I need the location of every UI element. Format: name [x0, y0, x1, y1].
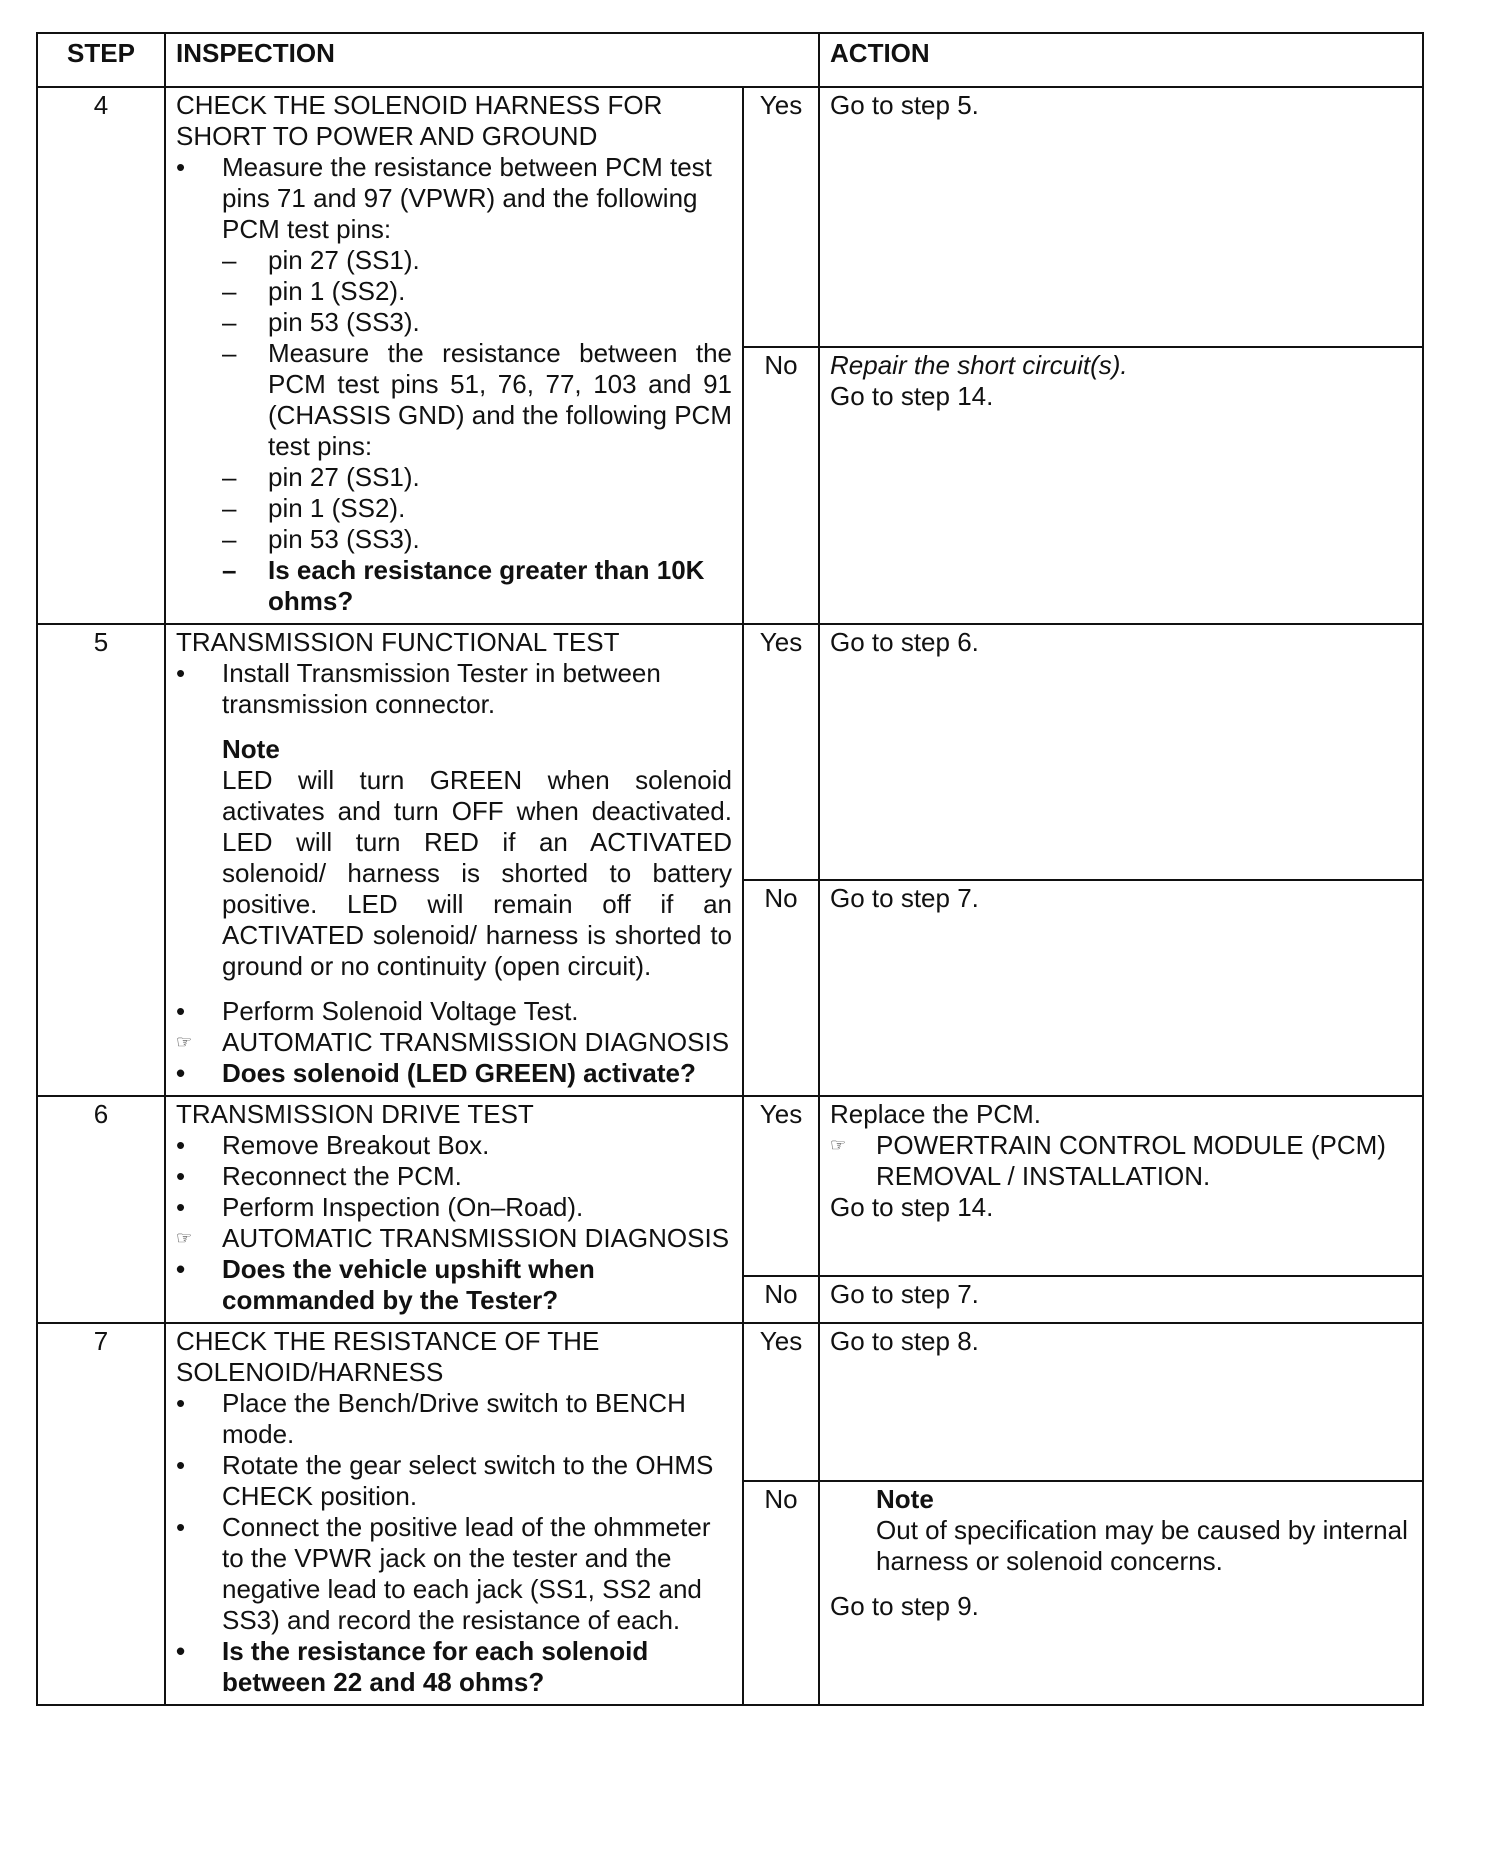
step-6-inspection	[165, 1096, 743, 1323]
dash-text: pin 1 (SS2).	[268, 493, 406, 523]
no-action	[819, 1481, 1423, 1705]
action-text: Go to step 9.	[830, 1591, 979, 1621]
bullet-icon: •	[176, 1161, 186, 1191]
bullet-text: Perform Inspection (On–Road).	[222, 1192, 584, 1222]
no-label: No	[743, 880, 819, 1096]
bullet-item	[176, 1512, 732, 1636]
action-text: Go to step 8.	[830, 1326, 979, 1356]
header-step: STEP	[37, 33, 165, 87]
step-title-line: SOLENOID/HARNESS	[176, 1357, 444, 1387]
no-label: No	[743, 1481, 819, 1705]
bullet-text: Perform Solenoid Voltage Test.	[222, 996, 579, 1026]
reference	[176, 1027, 732, 1058]
bullet-icon: •	[176, 658, 186, 688]
step-4-yes-row	[37, 87, 1423, 347]
bullet-item	[176, 1161, 732, 1192]
bullet-text: Remove Breakout Box.	[222, 1130, 490, 1160]
no-action	[819, 1276, 1423, 1323]
reference	[830, 1130, 1412, 1192]
step-number: 7	[37, 1323, 165, 1705]
dash-text: Measure the resistance between the PCM test pins 51, 76, 77, 103 and 91 (CHASSIS GND) and the following PCM test pins:	[268, 338, 732, 461]
step-number: 5	[37, 624, 165, 1096]
bullet-item	[176, 152, 732, 245]
step-title-line: TRANSMISSION DRIVE TEST	[176, 1099, 534, 1129]
dash-icon: –	[222, 462, 237, 492]
no-action	[819, 880, 1423, 1096]
question-text: Is each resistance greater than 10K ohms?	[268, 555, 705, 616]
dash-icon: –	[222, 524, 237, 554]
dash-item	[176, 524, 732, 555]
action-text: Go to step 7.	[830, 883, 979, 913]
bullet-text: Rotate the gear select switch to the OHMS CHECK position.	[222, 1450, 714, 1511]
question-text: Is the resistance for each solenoid between 22 and 48 ohms?	[222, 1636, 649, 1697]
header-inspection: INSPECTION	[165, 33, 819, 87]
yes-action	[819, 1096, 1423, 1276]
bullet-icon: •	[176, 1058, 186, 1088]
question	[176, 1636, 732, 1698]
yes-label: Yes	[743, 1323, 819, 1481]
bullet-item	[176, 1130, 732, 1161]
no-action	[819, 347, 1423, 624]
step-title-line: CHECK THE RESISTANCE OF THE	[176, 1326, 600, 1356]
spacer	[176, 720, 732, 734]
step-title-line: SHORT TO POWER AND GROUND	[176, 121, 598, 151]
pointing-hand-icon: ☞	[176, 1032, 193, 1052]
step-number: 4	[37, 87, 165, 624]
reference-text: AUTOMATIC TRANSMISSION DIAGNOSIS	[222, 1223, 730, 1253]
question-text: Does solenoid (LED GREEN) activate?	[222, 1058, 696, 1088]
table-header-row	[37, 33, 1423, 87]
bullet-icon: •	[176, 1254, 186, 1284]
step-5-yes-row	[37, 624, 1423, 880]
bullet-text: Place the Bench/Drive switch to BENCH mode.	[222, 1388, 686, 1449]
dash-text: pin 53 (SS3).	[268, 307, 420, 337]
pointing-hand-icon: ☞	[176, 1228, 193, 1248]
diagnostic-table	[36, 32, 1424, 1706]
dash-item	[176, 307, 732, 338]
yes-label: Yes	[743, 1096, 819, 1276]
header-action: ACTION	[819, 33, 1423, 87]
dash-item	[176, 276, 732, 307]
bullet-item	[176, 1388, 732, 1450]
bullet-item	[176, 1192, 732, 1223]
bullet-text: Measure the resistance between PCM test pins 71 and 97 (VPWR) and the following PCM test pins:	[222, 152, 712, 244]
question-text: Does the vehicle upshift when commanded by the Tester?	[222, 1254, 595, 1315]
reference	[176, 1223, 732, 1254]
no-label: No	[743, 347, 819, 624]
reference-text: POWERTRAIN CONTROL MODULE (PCM) REMOVAL / INSTALLATION.	[876, 1130, 1386, 1191]
no-label: No	[743, 1276, 819, 1323]
step-number: 6	[37, 1096, 165, 1323]
dash-text: pin 1 (SS2).	[268, 276, 406, 306]
action-text: Go to step 5.	[830, 90, 979, 120]
dash-item	[176, 245, 732, 276]
yes-action	[819, 87, 1423, 347]
dash-icon: –	[222, 307, 237, 337]
bullet-icon: •	[176, 1192, 186, 1222]
step-7-yes-row	[37, 1323, 1423, 1481]
dash-icon: –	[222, 493, 237, 523]
dash-icon: –	[222, 245, 237, 275]
note-text: Out of specification may be caused by internal harness or solenoid concerns.	[876, 1515, 1408, 1576]
question	[176, 1058, 732, 1089]
yes-action	[819, 624, 1423, 880]
bullet-text: Install Transmission Tester in between transmission connector.	[222, 658, 661, 719]
note-label: Note	[876, 1484, 934, 1514]
question	[176, 1254, 732, 1316]
dash-text: pin 27 (SS1).	[268, 245, 420, 275]
bullet-icon: •	[176, 1130, 186, 1160]
action-text: Go to step 7.	[830, 1279, 979, 1309]
dash-item	[176, 493, 732, 524]
dash-icon: –	[222, 276, 237, 306]
action-text: Replace the PCM.	[830, 1099, 1041, 1129]
bullet-icon: •	[176, 1512, 186, 1542]
note-label: Note	[222, 734, 280, 764]
yes-label: Yes	[743, 87, 819, 347]
yes-label: Yes	[743, 624, 819, 880]
bullet-icon: •	[176, 996, 186, 1026]
bullet-text: Reconnect the PCM.	[222, 1161, 462, 1191]
step-5-inspection	[165, 624, 743, 1096]
dash-item	[176, 338, 732, 462]
bullet-item	[176, 996, 732, 1027]
step-4-inspection	[165, 87, 743, 624]
dash-text: pin 27 (SS1).	[268, 462, 420, 492]
bullet-icon: •	[176, 1450, 186, 1480]
spacer	[830, 1577, 1412, 1591]
action-text: Go to step 14.	[830, 381, 994, 411]
bullet-text: Connect the positive lead of the ohmmeter to the VPWR jack on the tester and the negative lead to each jack (SS1, SS2 and SS3) and record the resistance of each.	[222, 1512, 711, 1635]
step-6-yes-row	[37, 1096, 1423, 1276]
action-text: Go to step 14.	[830, 1192, 994, 1222]
dash-icon: –	[222, 555, 237, 585]
action-text: Repair the short circuit(s).	[830, 350, 1128, 380]
bullet-icon: •	[176, 1388, 186, 1418]
note-text: LED will turn GREEN when solenoid activates and turn OFF when deactivated. LED will turn RED if an ACTIVATED solenoid/ harness is shorted to battery positive. LED will remain off if an ACTIVATED solenoid/ harness is shorted to ground or no continuity (open circuit).	[222, 765, 732, 981]
bullet-item	[176, 1450, 732, 1512]
step-title-line: CHECK THE SOLENOID HARNESS FOR	[176, 90, 663, 120]
yes-action	[819, 1323, 1423, 1481]
bullet-item	[176, 658, 732, 720]
dash-icon: –	[222, 338, 237, 368]
spacer	[176, 982, 732, 996]
reference-text: AUTOMATIC TRANSMISSION DIAGNOSIS	[222, 1027, 730, 1057]
question	[176, 555, 732, 617]
step-title-line: TRANSMISSION FUNCTIONAL TEST	[176, 627, 620, 657]
bullet-icon: •	[176, 1636, 186, 1666]
dash-text: pin 53 (SS3).	[268, 524, 420, 554]
dash-item	[176, 462, 732, 493]
pointing-hand-icon: ☞	[830, 1135, 847, 1155]
action-text: Go to step 6.	[830, 627, 979, 657]
step-7-inspection	[165, 1323, 743, 1705]
bullet-icon: •	[176, 152, 186, 182]
